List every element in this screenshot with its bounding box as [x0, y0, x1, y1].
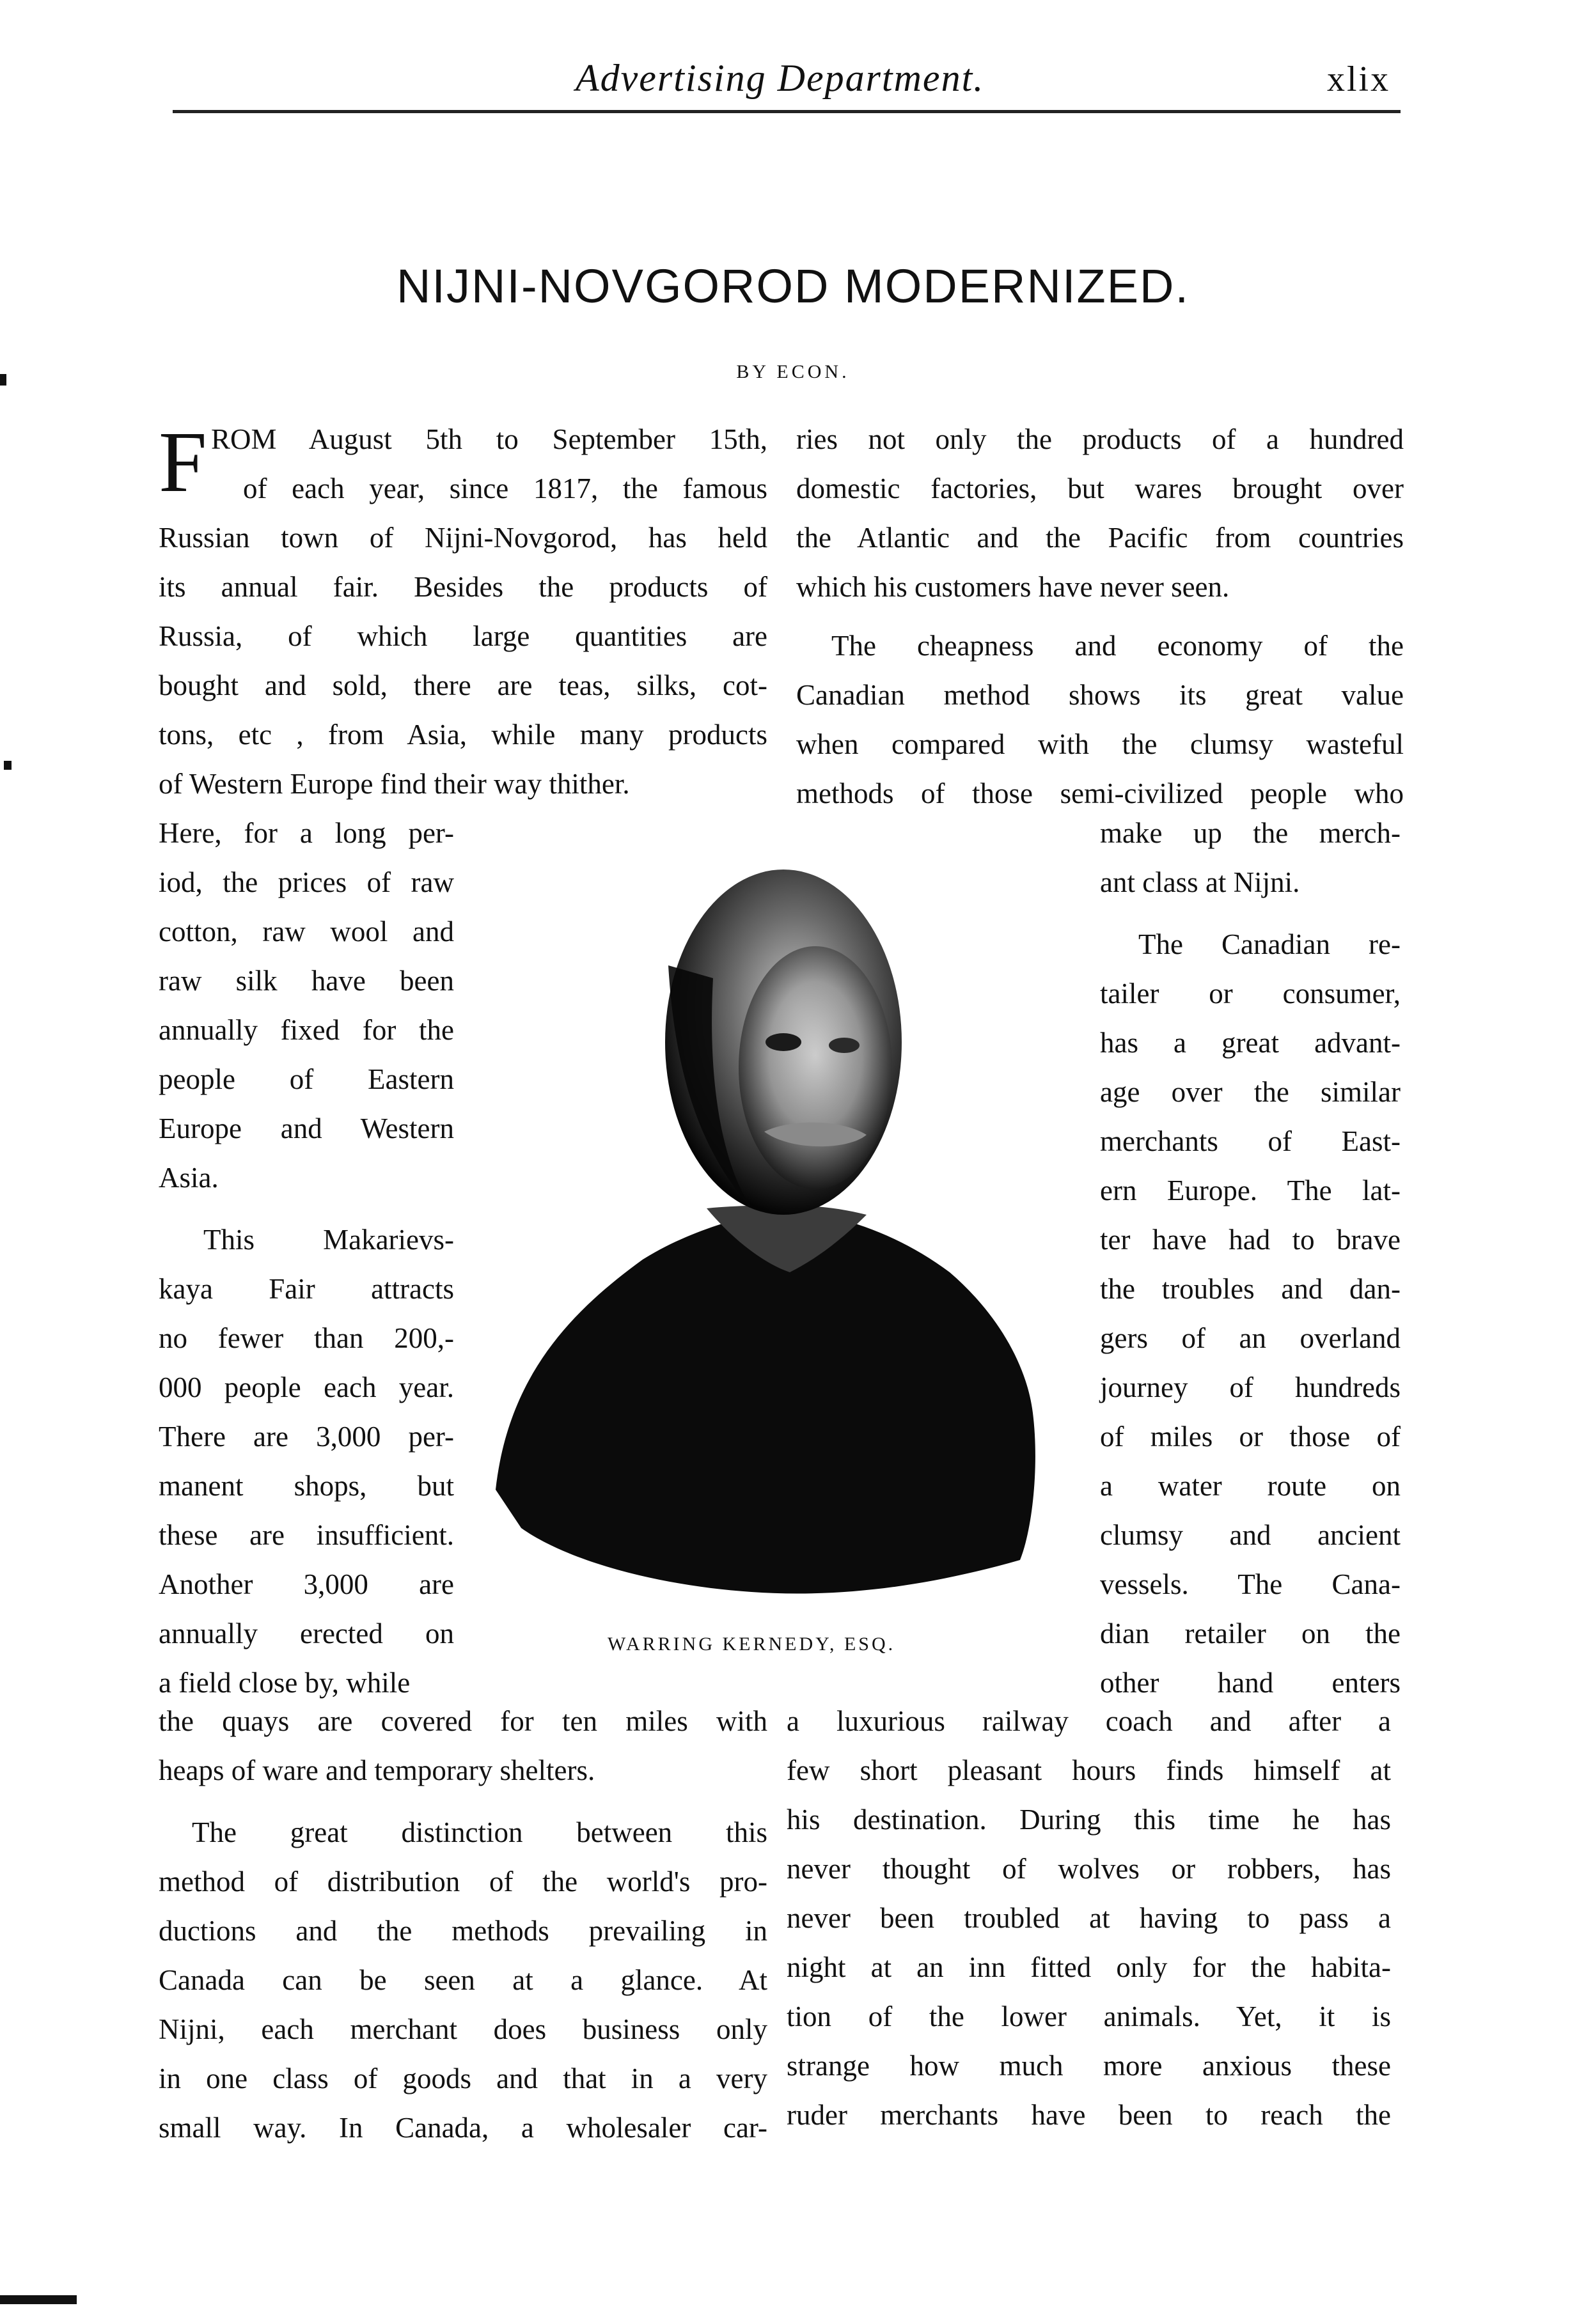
- portrait-caption: WARRING KERNEDY, ESQ.: [608, 1634, 896, 1655]
- text-line: 000 people each year.: [159, 1371, 454, 1403]
- text-line: Russia, of which large quantities are: [159, 620, 767, 652]
- text-line: when compared with the clumsy wasteful: [796, 728, 1404, 760]
- text-line: Nijni, each merchant does business only: [159, 2013, 767, 2045]
- text-line: of each year, since 1817, the famous: [243, 472, 767, 504]
- scan-edge-dot: [4, 761, 12, 770]
- text-line: Canada can be seen at a glance. At: [159, 1964, 767, 1996]
- text-line: methods of those semi-civilized people who: [796, 777, 1404, 809]
- portrait-photo: [483, 850, 1071, 1643]
- text-line: Asia.: [159, 1162, 219, 1194]
- text-line: a water route on: [1100, 1470, 1401, 1502]
- text-line: has a great advant-: [1100, 1027, 1401, 1059]
- article-byline: BY ECON.: [736, 361, 850, 382]
- running-header: Advertising Department.: [576, 57, 985, 99]
- text-line: a field close by, while: [159, 1667, 411, 1699]
- text-line: tion of the lower animals. Yet, it is: [787, 2000, 1391, 2032]
- scan-edge-mark: [0, 2295, 77, 2304]
- article-title: NIJNI-NOVGOROD MODERNIZED.: [396, 260, 1190, 313]
- text-line: cotton, raw wool and: [159, 916, 454, 948]
- text-line: strange how much more anxious these: [787, 2050, 1391, 2082]
- text-line: never been troubled at having to pass a: [787, 1902, 1391, 1934]
- text-line: The Canadian re-: [1138, 928, 1401, 960]
- text-line: these are insufficient.: [159, 1519, 454, 1551]
- text-line: of miles or those of: [1100, 1421, 1401, 1453]
- text-line: no fewer than 200,-: [159, 1322, 454, 1354]
- scan-edge-dot: [0, 374, 6, 386]
- text-line: bought and sold, there are teas, silks, cot-: [159, 669, 767, 701]
- text-line: people of Eastern: [159, 1063, 454, 1095]
- text-line: manent shops, but: [159, 1470, 454, 1502]
- text-line: ruder merchants have been to reach the: [787, 2099, 1391, 2131]
- text-line: tailer or consumer,: [1100, 978, 1401, 1010]
- text-line: clumsy and ancient: [1100, 1519, 1401, 1551]
- text-line: journey of hundreds: [1100, 1371, 1401, 1403]
- text-line: iod, the prices of raw: [159, 866, 454, 898]
- text-line: gers of an overland: [1100, 1322, 1401, 1354]
- text-line: ries not only the products of a hundred: [796, 423, 1404, 455]
- text-line: raw silk have been: [159, 965, 454, 997]
- text-line: never thought of wolves or robbers, has: [787, 1853, 1391, 1885]
- text-line: the Atlantic and the Pacific from countries: [796, 522, 1404, 554]
- text-line: This Makarievs-: [203, 1224, 454, 1256]
- text-line: in one class of goods and that in a very: [159, 2063, 767, 2094]
- text-line: Europe and Western: [159, 1112, 454, 1144]
- text-line: annually erected on: [159, 1618, 454, 1649]
- text-line: make up the merch-: [1100, 817, 1401, 849]
- text-line: annually fixed for the: [159, 1014, 454, 1046]
- text-line: few short pleasant hours finds himself at: [787, 1754, 1391, 1786]
- text-line: age over the similar: [1100, 1076, 1401, 1108]
- text-line: ductions and the methods prevailing in: [159, 1915, 767, 1947]
- text-line: which his customers have never seen.: [796, 571, 1230, 603]
- text-line: merchants of East-: [1100, 1125, 1401, 1157]
- text-line: ROM August 5th to September 15th,: [211, 423, 767, 455]
- text-line: Canadian method shows its great value: [796, 679, 1404, 711]
- text-line: kaya Fair attracts: [159, 1273, 454, 1305]
- text-line: its annual fair. Besides the products of: [159, 571, 767, 603]
- text-line: There are 3,000 per-: [159, 1421, 454, 1453]
- text-line: domestic factories, but wares brought over: [796, 472, 1404, 504]
- text-line: a luxurious railway coach and after a: [787, 1705, 1391, 1737]
- text-line: ter have had to brave: [1100, 1224, 1401, 1256]
- text-line: tons, etc , from Asia, while many products: [159, 719, 767, 751]
- text-line: Russian town of Nijni-Novgorod, has held: [159, 522, 767, 554]
- text-line: The cheapness and economy of the: [831, 630, 1404, 662]
- text-line: The great distinction between this: [192, 1816, 767, 1848]
- text-line: night at an inn fitted only for the habita-: [787, 1951, 1391, 1983]
- text-line: dian retailer on the: [1100, 1618, 1401, 1649]
- text-line: method of distribution of the world's pro-: [159, 1866, 767, 1898]
- text-line: Another 3,000 are: [159, 1568, 454, 1600]
- drop-cap: F: [159, 414, 207, 510]
- text-line: Here, for a long per-: [159, 817, 454, 849]
- text-line: ant class at Nijni.: [1100, 866, 1300, 898]
- text-line: the troubles and dan-: [1100, 1273, 1401, 1305]
- text-line: ern Europe. The lat-: [1100, 1174, 1401, 1206]
- page-number: xlix: [1327, 59, 1391, 99]
- text-line: heaps of ware and temporary shelters.: [159, 1754, 595, 1786]
- text-line: vessels. The Cana-: [1100, 1568, 1401, 1600]
- text-line: of Western Europe find their way thither.: [159, 768, 630, 800]
- text-line: the quays are covered for ten miles with: [159, 1705, 767, 1737]
- text-line: other hand enters: [1100, 1667, 1401, 1699]
- text-line: small way. In Canada, a wholesaler car-: [159, 2112, 767, 2144]
- header-rule: [173, 110, 1401, 113]
- text-line: his destination. During this time he has: [787, 1804, 1391, 1836]
